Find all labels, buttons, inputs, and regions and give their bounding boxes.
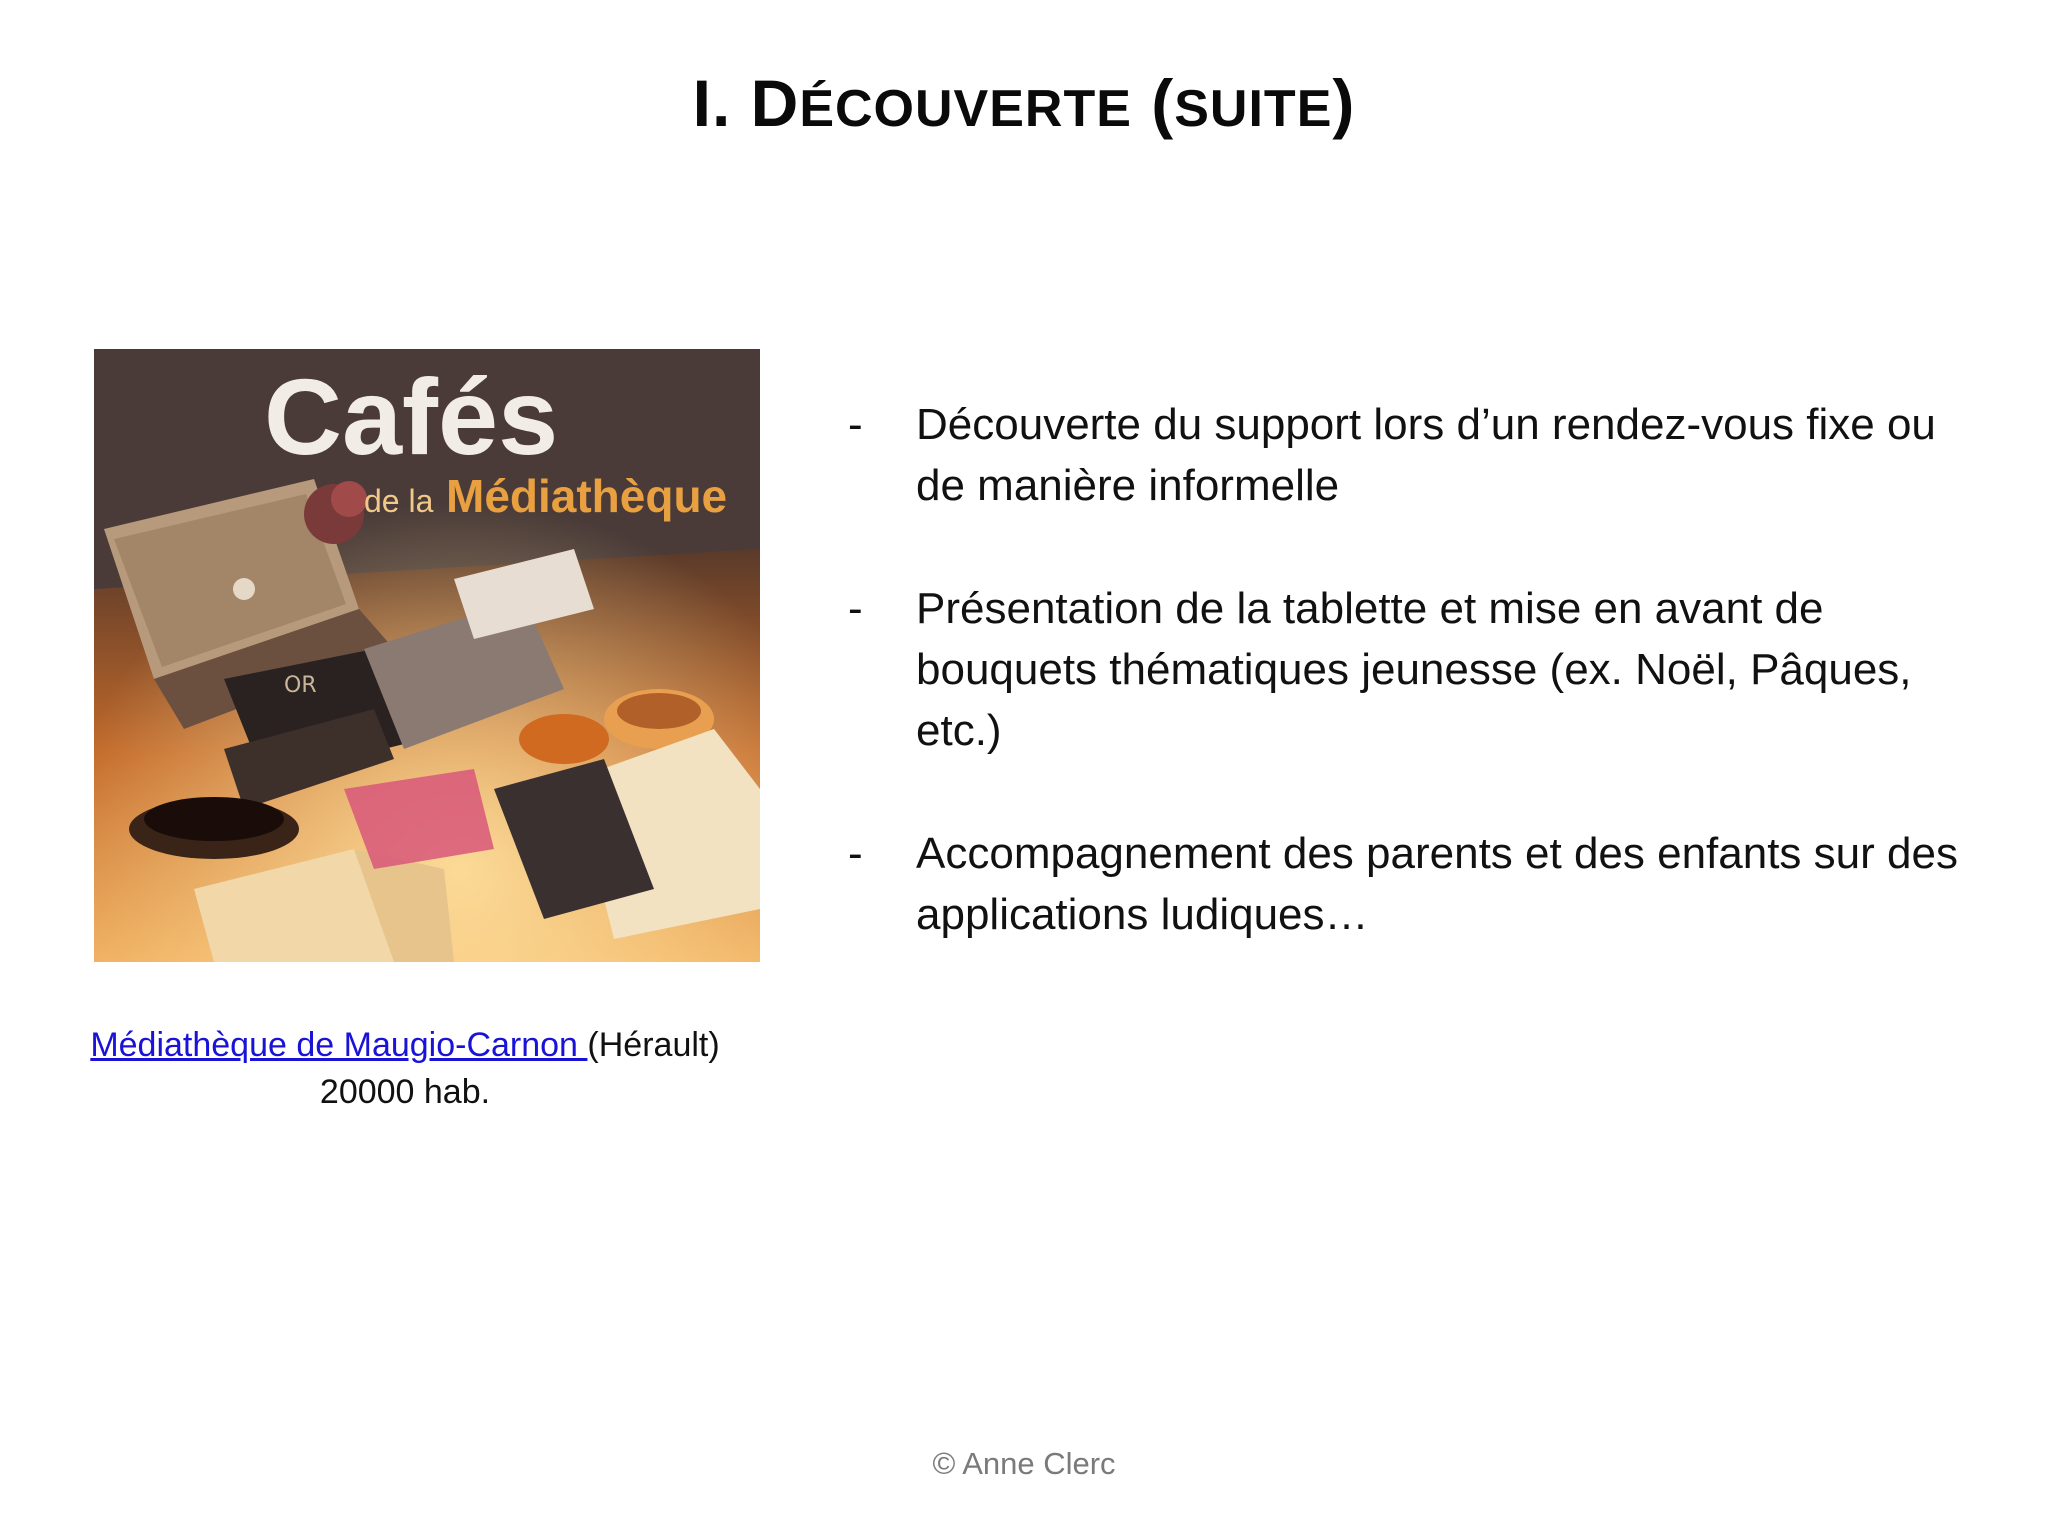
bullet-item: [848, 578, 1978, 761]
bullet-text: Présentation de la tablette et mise en avant de bouquets thématiques jeunesse (ex. Noël, Pâques, etc.): [916, 584, 1912, 755]
image-caption: [40, 1022, 770, 1116]
image-subline-small: de la: [364, 483, 434, 519]
page-title: [0, 58, 2048, 154]
title-smallcaps-2: SUITE: [1174, 80, 1333, 138]
bullet-dash: -: [848, 584, 863, 633]
bullet-dash: -: [848, 400, 863, 449]
image-subline-big: Médiathèque: [446, 470, 728, 522]
bullet-text: Accompagnement des parents et des enfants sur des applications ludiques…: [916, 829, 1958, 939]
cafes-mediatheque-image: [94, 349, 760, 962]
bullet-item: [848, 823, 1978, 945]
bullet-text: Découverte du support lors d’un rendez-vous fixe ou de manière informelle: [916, 400, 1936, 510]
book-text-mark: OR: [284, 673, 317, 698]
bullet-dash: -: [848, 829, 863, 878]
caption-region: (Hérault): [587, 1026, 720, 1064]
title-main: I. D: [692, 66, 800, 140]
footer-copyright: © Anne Clerc: [932, 1446, 1116, 1481]
title-smallcaps: ÉCOUVERTE: [799, 80, 1132, 138]
caption-population: 20000 hab.: [319, 1073, 491, 1111]
title-paren-open: (: [1131, 66, 1175, 140]
title-paren-close: ): [1332, 66, 1356, 140]
image-headline: Cafés: [264, 356, 559, 477]
bullet-list: [848, 394, 1978, 1007]
mediatheque-link[interactable]: Médiathèque de Maugio-Carnon: [90, 1026, 588, 1064]
bullet-item: [848, 394, 1978, 516]
